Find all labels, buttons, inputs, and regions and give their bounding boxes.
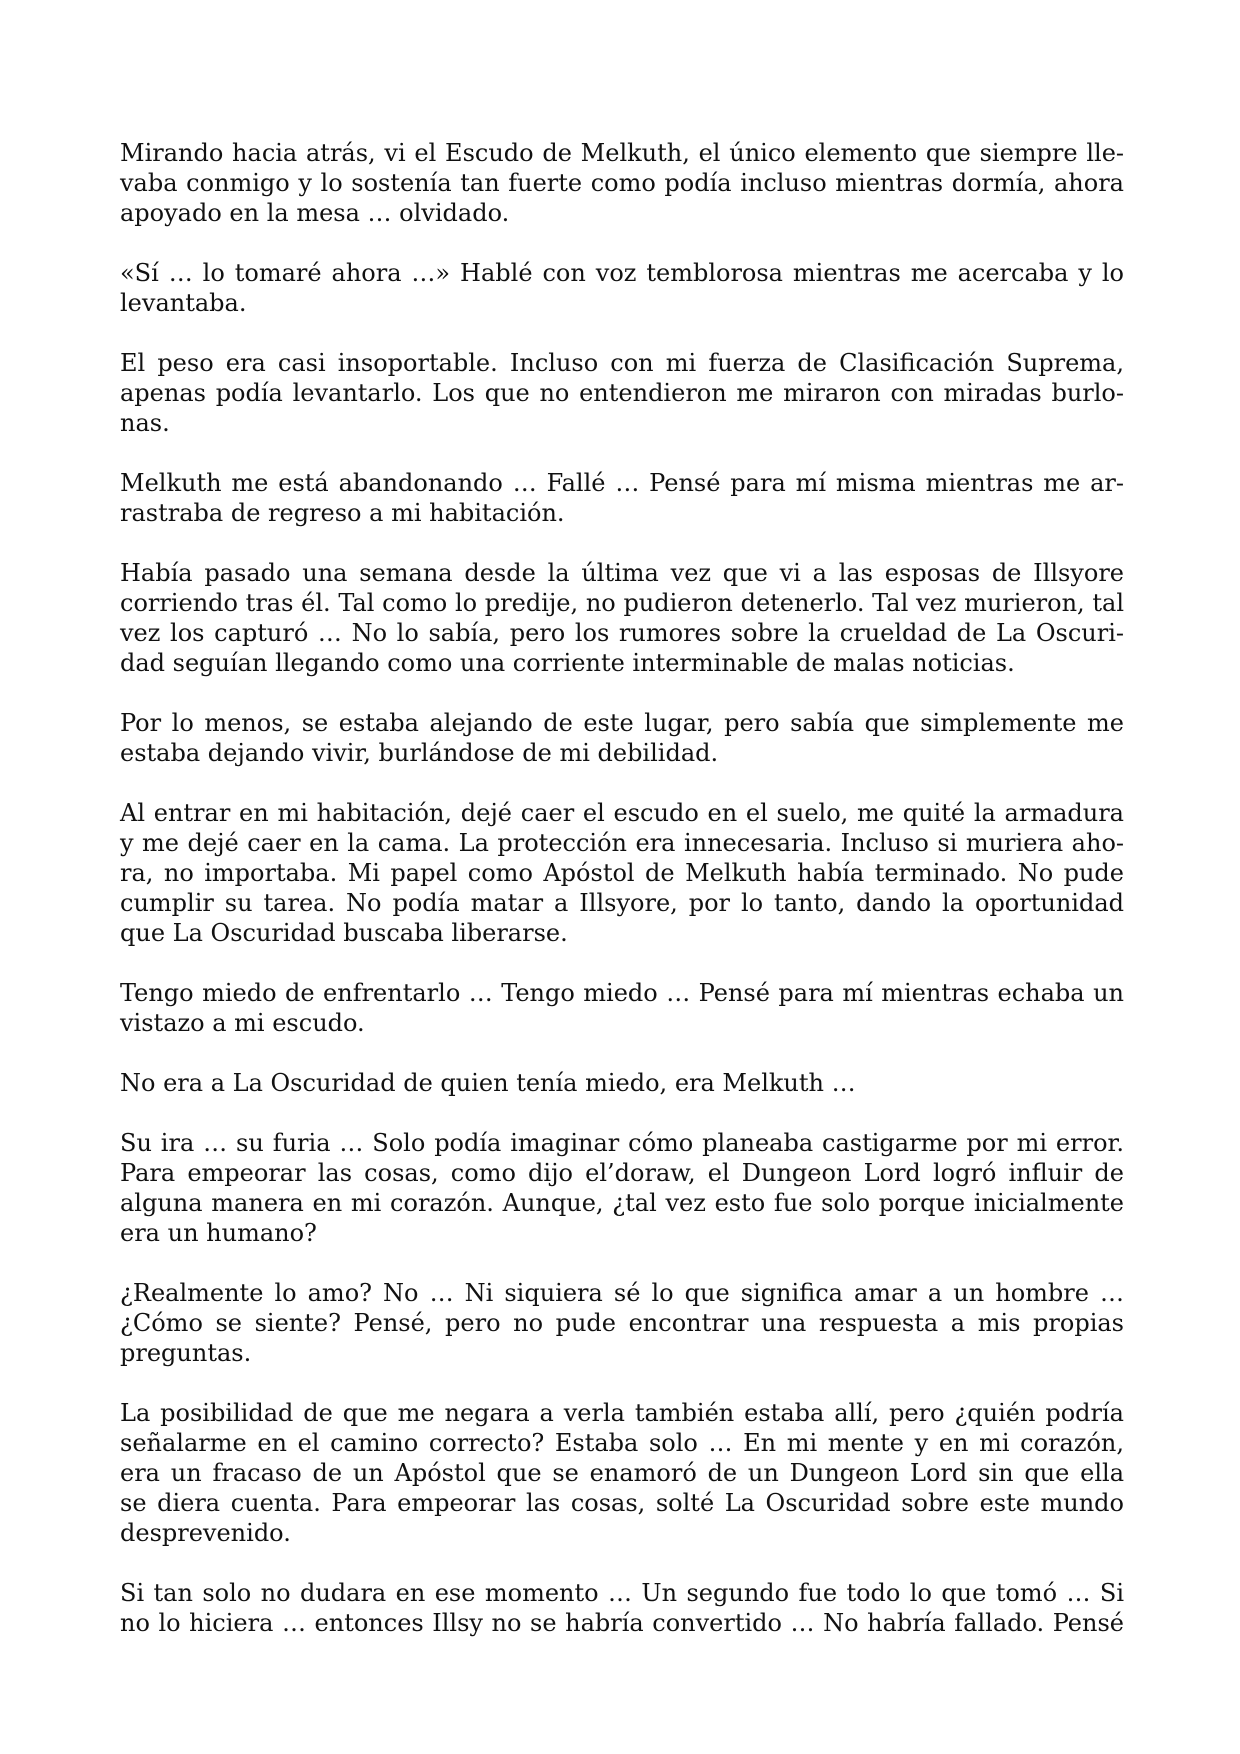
text-line: vaba conmigo y lo sostenía tan fuerte como podía incluso mientras dormía, ahora xyxy=(120,169,1124,197)
text-line: El peso era casi insoportable. Incluso con mi fuerza de Clasificación Suprema, xyxy=(120,349,1124,377)
text-line: vistazo a mi escudo. xyxy=(120,1009,365,1037)
paragraph xyxy=(120,258,1124,318)
text-line: Por lo menos, se estaba alejando de este lugar, pero sabía que simplemente me xyxy=(120,709,1124,737)
text-line: señalarme en el camino correcto? Estaba solo … En mi mente y en mi corazón, xyxy=(120,1429,1124,1457)
paragraph xyxy=(120,138,1124,228)
text-line: se diera cuenta. Para empeorar las cosas, solté La Oscuridad sobre este mundo xyxy=(120,1489,1124,1517)
text-line: apenas podía levantarlo. Los que no entendieron me miraron con miradas burlo- xyxy=(120,379,1124,407)
text-line: rastraba de regreso a mi habitación. xyxy=(120,499,565,527)
text-line: dad seguían llegando como una corriente interminable de malas noticias. xyxy=(120,649,1015,677)
text-line: corriendo tras él. Tal como lo predije, no pudieron detenerlo. Tal vez murieron, tal xyxy=(120,589,1124,617)
paragraph xyxy=(120,1128,1124,1248)
paragraph xyxy=(120,798,1124,948)
text-line: era un fracaso de un Apóstol que se enamoró de un Dungeon Lord sin que ella xyxy=(120,1459,1124,1487)
text-line: Su ira … su furia … Solo podía imaginar cómo planeaba castigarme por mi error. xyxy=(120,1129,1124,1157)
text-line: «Sí … lo tomaré ahora …» Hablé con voz temblorosa mientras me acercaba y lo xyxy=(120,259,1124,287)
text-line: Para empeorar las cosas, como dijo el’doraw, el Dungeon Lord logró influir de xyxy=(120,1159,1124,1187)
text-line: estaba dejando vivir, burlándose de mi debilidad. xyxy=(120,739,719,767)
paragraph xyxy=(120,708,1124,768)
text-line: alguna manera en mi corazón. Aunque, ¿tal vez esto fue solo porque inicialmente xyxy=(120,1189,1124,1217)
text-line: Tengo miedo de enfrentarlo … Tengo miedo … Pensé para mí mientras echaba un xyxy=(120,979,1124,1007)
paragraph xyxy=(120,558,1124,678)
text-line: y me dejé caer en la cama. La protección era innecesaria. Incluso si muriera aho- xyxy=(120,829,1124,857)
paragraph xyxy=(120,1578,1124,1638)
text-line: No era a La Oscuridad de quien tenía miedo, era Melkuth … xyxy=(120,1069,856,1097)
text-line: desprevenido. xyxy=(120,1519,291,1547)
paragraph xyxy=(120,1278,1124,1368)
paragraph xyxy=(120,468,1124,528)
text-line: nas. xyxy=(120,409,170,437)
text-line: cumplir su tarea. No podía matar a Illsyore, por lo tanto, dando la oportunidad xyxy=(120,889,1124,917)
text-line: Si tan solo no dudara en ese momento … Un segundo fue todo lo que tomó … Si xyxy=(120,1579,1124,1607)
text-line: ¿Realmente lo amo? No … Ni siquiera sé lo que significa amar a un hombre … xyxy=(120,1279,1124,1307)
body-text xyxy=(120,138,1124,1668)
text-line: apoyado en la mesa … olvidado. xyxy=(120,199,510,227)
paragraph xyxy=(120,1398,1124,1548)
paragraph xyxy=(120,1068,1124,1098)
text-line: Al entrar en mi habitación, dejé caer el escudo en el suelo, me quité la armadura xyxy=(120,799,1124,827)
text-line: vez los capturó … No lo sabía, pero los rumores sobre la crueldad de La Oscuri- xyxy=(120,619,1124,647)
text-line: Mirando hacia atrás, vi el Escudo de Melkuth, el único elemento que siempre lle- xyxy=(120,139,1124,167)
text-line: era un humano? xyxy=(120,1219,317,1247)
paragraph xyxy=(120,978,1124,1038)
text-line: Había pasado una semana desde la última vez que vi a las esposas de Illsyore xyxy=(120,559,1124,587)
paragraph xyxy=(120,348,1124,438)
text-line: preguntas. xyxy=(120,1339,252,1367)
text-line: levantaba. xyxy=(120,289,247,317)
text-line: ¿Cómo se siente? Pensé, pero no pude encontrar una respuesta a mis propias xyxy=(120,1309,1124,1337)
text-line: La posibilidad de que me negara a verla también estaba allí, pero ¿quién podría xyxy=(120,1399,1124,1427)
text-line: Melkuth me está abandonando … Fallé … Pensé para mí misma mientras me ar- xyxy=(120,469,1124,497)
text-line: que La Oscuridad buscaba liberarse. xyxy=(120,919,568,947)
text-line: no lo hiciera … entonces Illsy no se habría convertido … No habría fallado. Pensé xyxy=(120,1609,1124,1637)
text-line: ra, no importaba. Mi papel como Apóstol de Melkuth había terminado. No pude xyxy=(120,859,1124,887)
